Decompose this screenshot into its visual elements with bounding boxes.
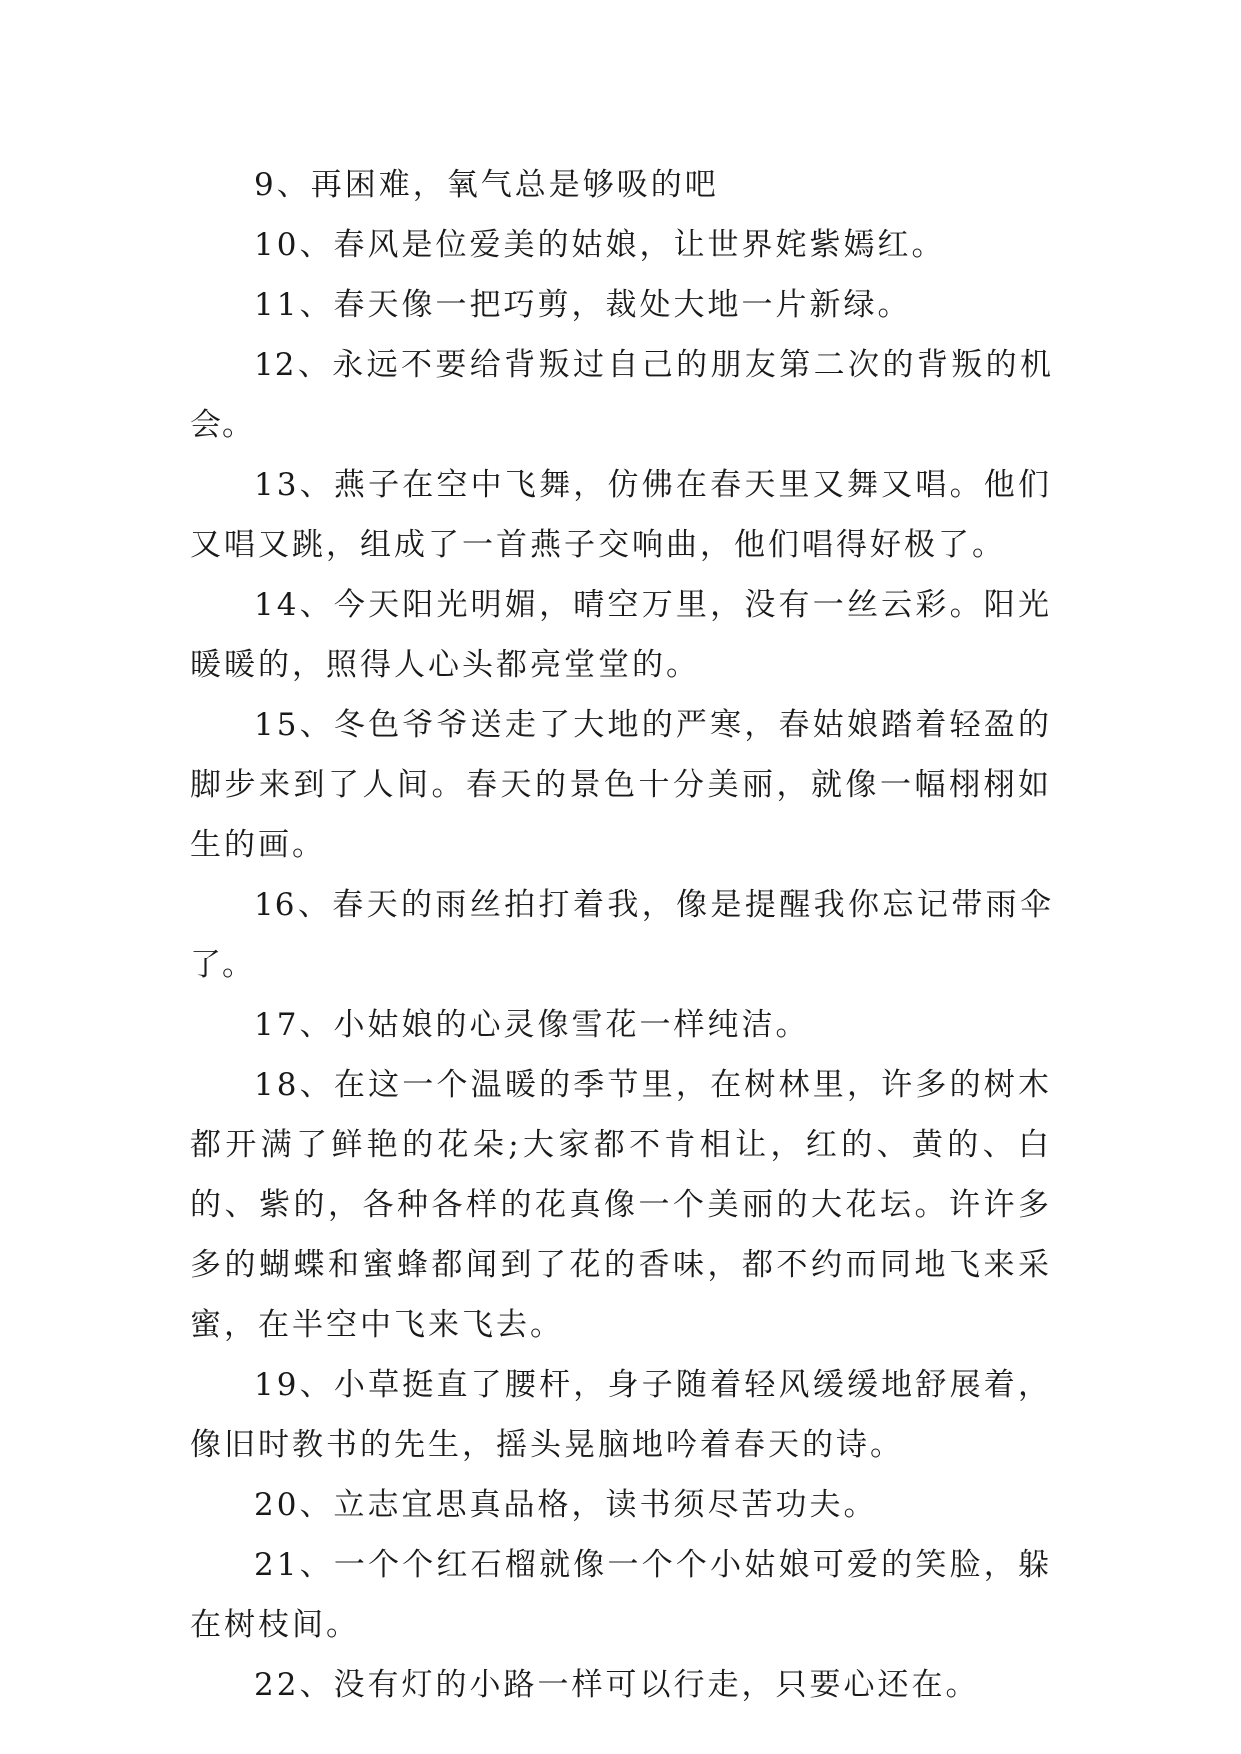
- paragraph-21: 21、一个个红石榴就像一个个小姑娘可爱的笑脸，躲在树枝间。: [190, 1547, 1052, 1643]
- paragraph-20: 20、立志宜思真品格，读书须尽苦功夫。: [254, 1487, 878, 1523]
- paragraph-16: 16、春天的雨丝拍打着我，像是提醒我你忘记带雨伞了。: [190, 887, 1052, 983]
- paragraph-18: 18、在这一个温暖的季节里，在树林里，许多的树木都开满了鲜艳的花朵;大家都不肯相让，红的、黄的、白的、紫的，各种各样的花真像一个美丽的大花坛。许许多多的蝴蝶和蜜蜂都闻到了花的香味，都不约而同地飞来采蜜，在半空中飞来飞去。: [190, 1067, 1052, 1343]
- paragraph-14: 14、今天阳光明媚，晴空万里，没有一丝云彩。阳光暖暖的，照得人心头都亮堂堂的。: [190, 587, 1052, 683]
- paragraph-15: 15、冬色爷爷送走了大地的严寒，春姑娘踏着轻盈的脚步来到了人间。春天的景色十分美丽，就像一幅栩栩如生的画。: [190, 707, 1052, 863]
- document-body: [190, 155, 1052, 1715]
- paragraph-13: 13、燕子在空中飞舞，仿佛在春天里又舞又唱。他们又唱又跳，组成了一首燕子交响曲，他们唱得好极了。: [190, 467, 1052, 563]
- paragraph-9: 9、再困难，氧气总是够吸的吧: [254, 167, 719, 203]
- paragraph-12: 12、永远不要给背叛过自己的朋友第二次的背叛的机会。: [190, 347, 1052, 443]
- paragraph-10: 10、春风是位爱美的姑娘，让世界姹紫嫣红。: [254, 227, 946, 263]
- paragraph-19: 19、小草挺直了腰杆，身子随着轻风缓缓地舒展着，像旧时教书的先生，摇头晃脑地吟着春天的诗。: [190, 1367, 1052, 1463]
- paragraph-22: 22、没有灯的小路一样可以行走，只要心还在。: [254, 1667, 980, 1703]
- paragraph-17: 17、小姑娘的心灵像雪花一样纯洁。: [254, 1007, 810, 1043]
- paragraph-11: 11、春天像一把巧剪，裁处大地一片新绿。: [254, 287, 912, 323]
